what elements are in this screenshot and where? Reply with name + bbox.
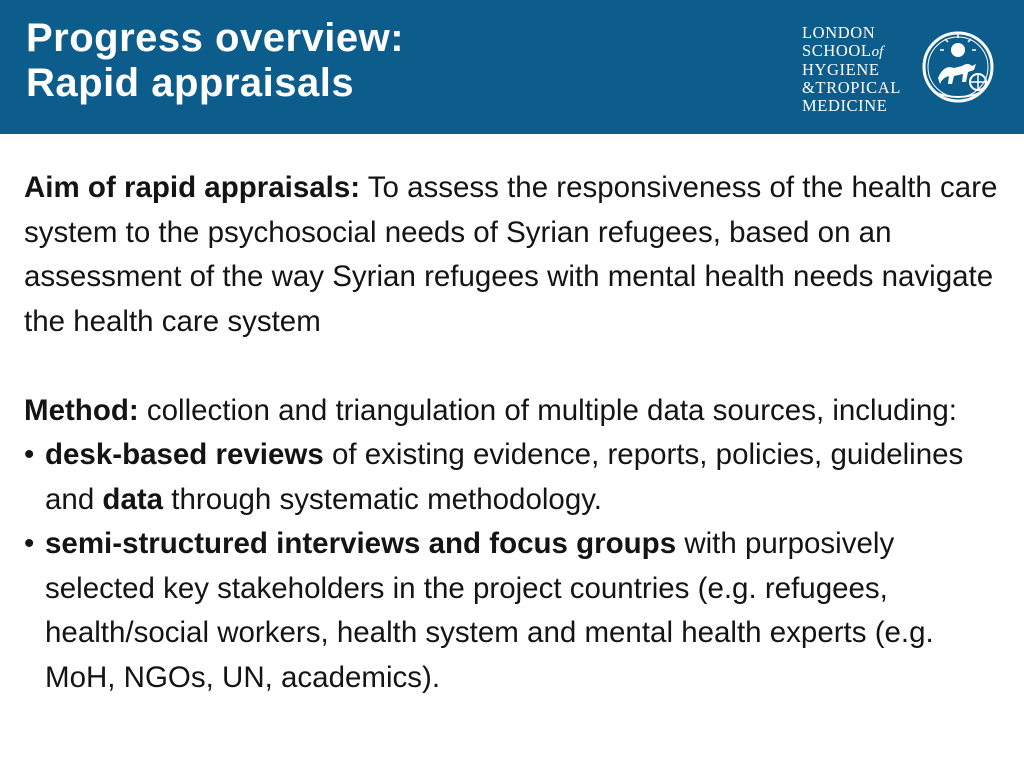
aim-text: To assess the responsiveness of the health care system to the psychosocial needs of Syrian refugees, based on an assessment of the way Syrian refugees with mental health needs navigate the health care system	[24, 171, 998, 338]
method-paragraph	[24, 389, 1009, 434]
bullet-1-bold-1: desk-based reviews	[45, 438, 324, 471]
bullet-item-interviews	[24, 522, 1009, 700]
slide-title-line-2: Rapid appraisals	[26, 61, 355, 105]
bullet-1-text-2: through systematic methodology.	[163, 482, 602, 516]
slide-body	[24, 166, 1009, 700]
aim-paragraph	[24, 166, 1009, 344]
logo-line-3: HYGIENE	[802, 60, 880, 79]
bullet-dot-icon: •	[24, 527, 35, 560]
slide-title-line-1: Progress overview:	[26, 16, 405, 60]
method-text: collection and triangulation of multiple data sources, including:	[138, 393, 957, 427]
header-banner	[0, 0, 1024, 134]
logo-line-2-of: of	[871, 44, 884, 60]
lshtm-logo	[802, 20, 994, 114]
logo-line-5: MEDICINE	[802, 96, 888, 115]
logo-line-4: &TROPICAL	[802, 78, 901, 97]
aim-label: Aim of rapid appraisals:	[24, 171, 361, 204]
lshtm-crest-icon	[922, 20, 994, 114]
bullet-2-bold-1: semi-structured interviews and focus groups	[45, 527, 677, 560]
method-label: Method:	[24, 393, 139, 427]
bullet-item-desk-reviews	[24, 433, 1009, 522]
slide-title	[26, 16, 404, 106]
bullet-1-bold-2: data	[102, 482, 164, 516]
logo-line-1: LONDON	[802, 23, 876, 42]
bullet-1-text-1: of existing evidence, reports, policies, guidelines and	[45, 438, 964, 516]
logo-wordmark	[802, 24, 901, 115]
bullet-dot-icon: •	[24, 438, 35, 471]
logo-line-2	[802, 42, 901, 61]
bullet-2-text-1: with purposively selected key stakeholders in the project countries (e.g. refugees, health/social workers, health system and mental health experts (e.g. MoH, NGOs, UN, academics).	[45, 527, 934, 694]
logo-line-2-school: SCHOOL	[802, 41, 872, 60]
paragraph-spacer	[24, 344, 1009, 389]
